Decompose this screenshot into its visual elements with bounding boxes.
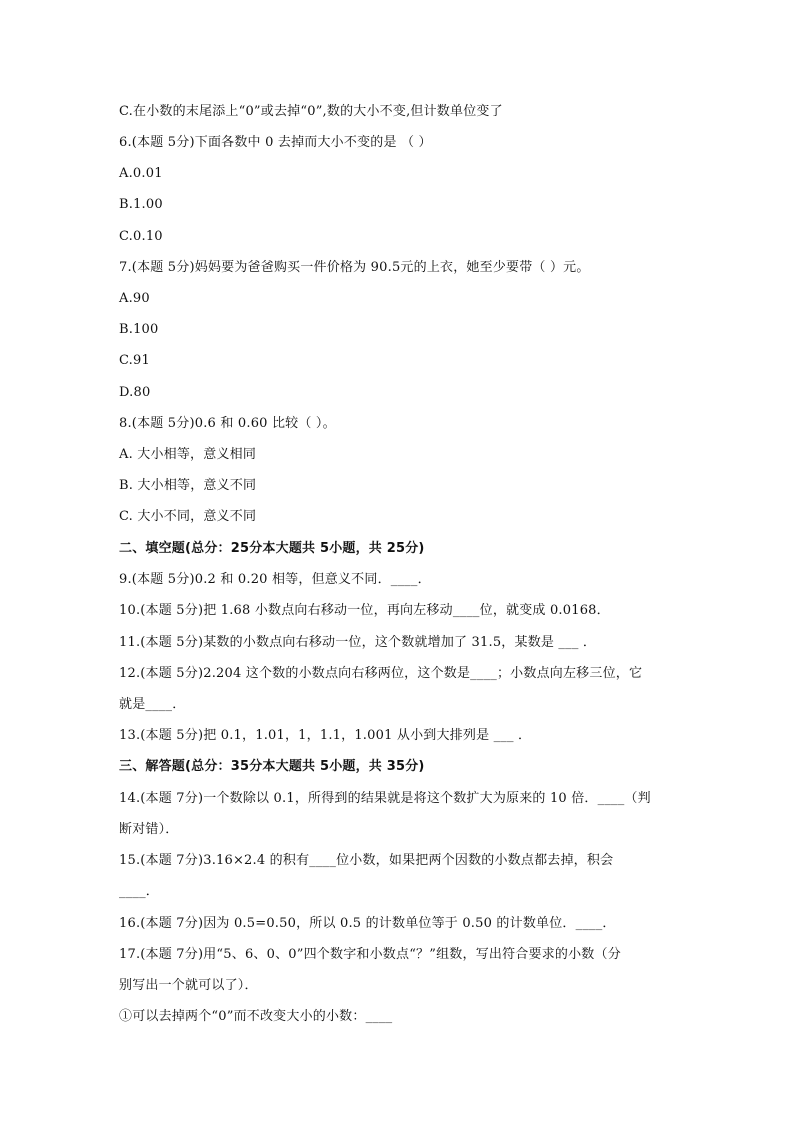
q12-stem-line1: 12.(本题 5分)2.204 这个数的小数点向右移两位，这个数是____；小数点向左移三位，它 (119, 666, 643, 681)
q5-option-c: C.在小数的末尾添上“0”或去掉“0”,数的大小不变,但计数单位变了 (119, 104, 503, 119)
q11-stem: 11.(本题 5分)某数的小数点向右移动一位，这个数就增加了 31.5，某数是 ___ ． (119, 635, 597, 650)
q10-stem: 10.(本题 5分)把 1.68 小数点向右移动一位，再向左移动____位，就变成 0.0168． (119, 603, 610, 618)
q9-stem: 9.(本题 5分)0.2 和 0.20 相等，但意义不同．____． (119, 572, 431, 587)
q7-stem: 7.(本题 5分)妈妈要为爸爸购买一件价格为 90.5元的上衣，她至少要带（ ）元。 (119, 260, 590, 275)
q6-option-b: B.1.00 (119, 197, 163, 212)
q16-stem: 16.(本题 7分)因为 0.5=0.50，所以 0.5 的计数单位等于 0.50 的计数单位．____． (119, 916, 616, 931)
q15-stem-line1: 15.(本题 7分)3.16×2.4 的积有____位小数，如果把两个因数的小数点都去掉，积会 (119, 853, 614, 868)
q17-stem-line1: 17.(本题 7分)用“5、6、0、0”四个数字和小数点“？”组数，写出符合要求的小数（分 (119, 947, 621, 962)
q7-option-b: B.100 (119, 322, 159, 337)
q8-option-c: C. 大小不同，意义不同 (119, 509, 257, 524)
q17-subquestion-1: ①可以去掉两个“0”而不改变大小的小数：____ (119, 1009, 393, 1024)
q6-option-a: A.0.01 (119, 166, 163, 181)
q8-stem: 8.(本题 5分)0.6 和 0.60 比较（ ）。 (119, 416, 336, 431)
q8-option-b: B. 大小相等，意义不同 (119, 478, 257, 493)
q17-stem-line2: 别写出一个就可以了）． (119, 978, 258, 993)
q14-stem-line1: 14.(本题 7分)一个数除以 0.1，所得到的结果就是将这个数扩大为原来的 10 倍．____（判 (119, 791, 651, 806)
section-heading-solve: 三、解答题(总分：35分本大题共 5小题，共 35分) (119, 759, 425, 774)
q6-stem: 6.(本题 5分)下面各数中 0 去掉而大小不变的是 （ ） (119, 135, 432, 150)
q8-option-a: A. 大小相等，意义相同 (119, 447, 257, 462)
q15-stem-line2: ____． (119, 884, 159, 899)
section-heading-fill-blank: 二、填空题(总分：25分本大题共 5小题，共 25分) (119, 541, 425, 556)
q12-stem-line2: 就是____． (119, 697, 186, 712)
q7-option-d: D.80 (119, 385, 151, 400)
q13-stem: 13.(本题 5分)把 0.1，1.01，1，1.1，1.001 从小到大排列是 ___ ． (119, 728, 532, 743)
q7-option-a: A.90 (119, 291, 150, 306)
q6-option-c: C.0.10 (119, 229, 163, 244)
q14-stem-line2: 断对错）． (119, 822, 179, 837)
q7-option-c: C.91 (119, 353, 150, 368)
